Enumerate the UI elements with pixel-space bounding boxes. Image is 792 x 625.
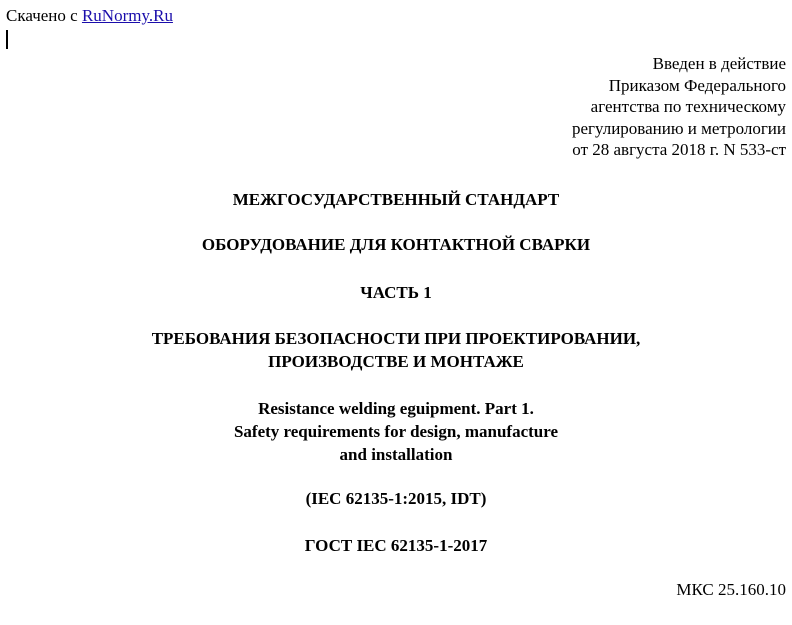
approval-line: Введен в действие <box>652 54 786 73</box>
gost-designation: ГОСТ IEC 62135-1-2017 <box>304 536 488 555</box>
approval-line: агентства по техническому <box>590 97 786 116</box>
requirements-title-line: ТРЕБОВАНИЯ БЕЗОПАСНОСТИ ПРИ ПРОЕКТИРОВАНИИ, <box>151 329 641 348</box>
part-title: ЧАСТЬ 1 <box>360 283 432 302</box>
source-line <box>6 6 173 26</box>
english-title <box>0 397 792 466</box>
english-title-line: Safety requirements for design, manufacture <box>233 422 559 441</box>
approval-line: от 28 августа 2018 г. N 533-ст <box>572 140 786 159</box>
mks-code: МКС 25.160.10 <box>676 580 786 599</box>
source-prefix: Скачено с <box>6 6 82 25</box>
iec-reference: (IEC 62135-1:2015, IDT) <box>305 489 487 508</box>
equipment-title: ОБОРУДОВАНИЕ ДЛЯ КОНТАКТНОЙ СВАРКИ <box>201 235 591 254</box>
standard-type-heading: МЕЖГОСУДАРСТВЕННЫЙ СТАНДАРТ <box>232 190 560 209</box>
english-title-line: Resistance welding eguipment. Part 1. <box>258 399 534 418</box>
approval-line: регулированию и метрологии <box>571 118 786 138</box>
requirements-title <box>0 327 792 373</box>
approval-block <box>572 53 786 161</box>
english-title-line: and installation <box>339 445 453 464</box>
text-cursor <box>6 30 8 49</box>
source-link[interactable]: RuNormy.Ru <box>81 6 173 25</box>
requirements-title-line: ПРОИЗВОДСТВЕ И МОНТАЖЕ <box>268 352 524 371</box>
approval-line: Приказом Федерального <box>608 75 786 95</box>
